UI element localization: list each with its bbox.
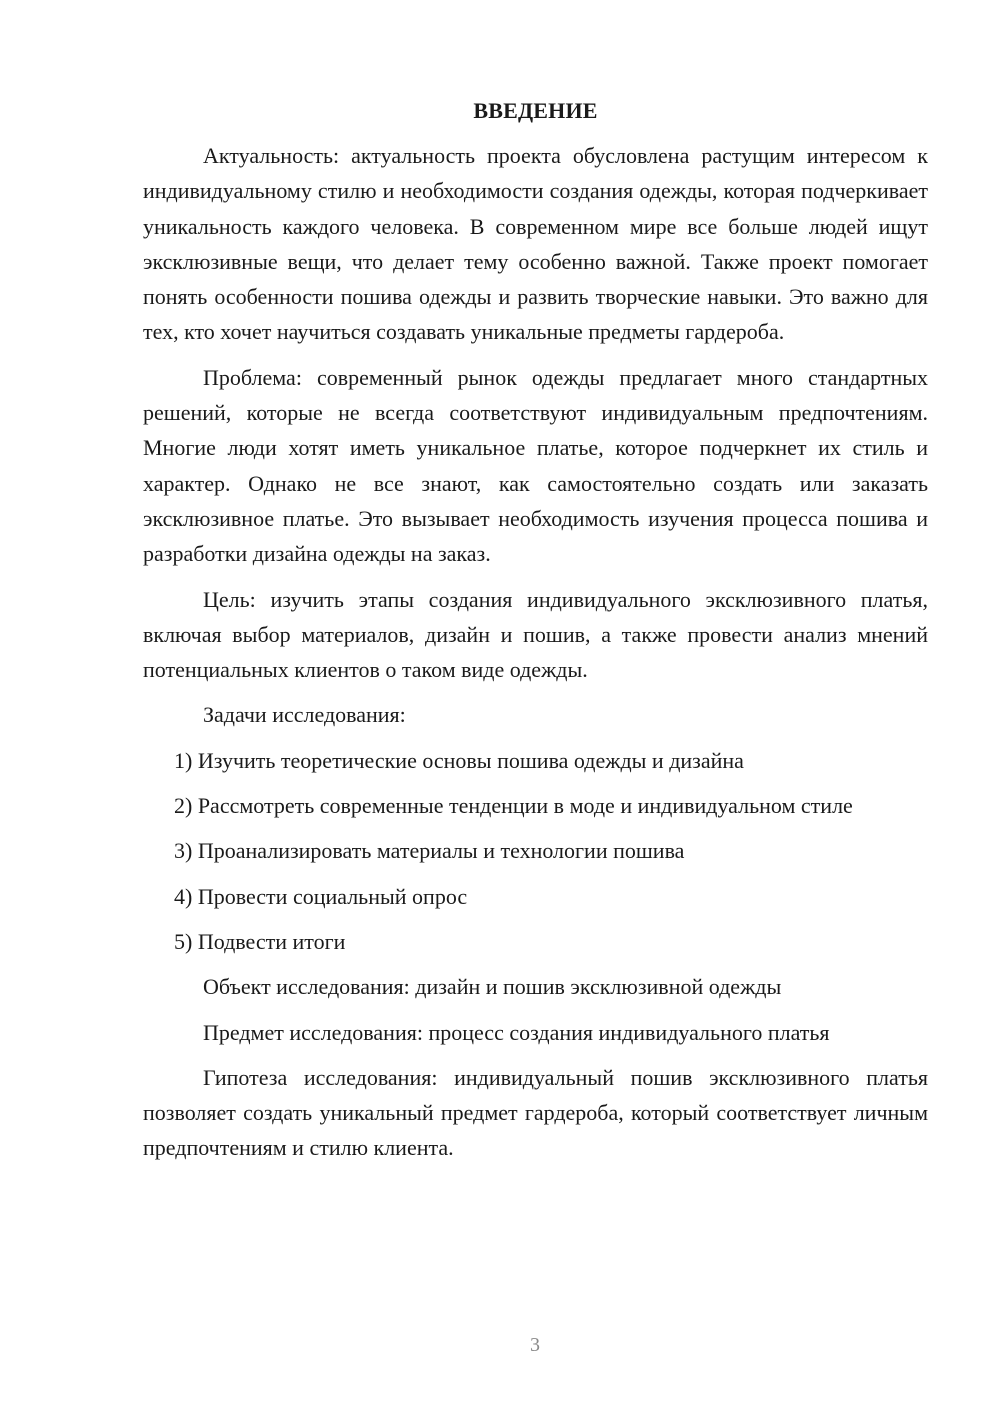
page-number: 3 [530, 1334, 540, 1356]
task-item-1: 1) Изучить теоретические основы пошива одежды и дизайна [174, 747, 744, 773]
task-item-3: 3) Проанализировать материалы и технологии пошива [174, 838, 685, 864]
problem-paragraph: Проблема: современный рынок одежды предлагает много стандартных решений, которые не всегда соответствуют индивидуальным предпочтениям. Многие люди хотят иметь уникальное платье, которое подчеркнет их стиль и характер. Однако не все знают, как самостоятельно создать или заказать эксклюзивное платье. Это вызывает необходимость изучения процесса пошива и разработки дизайна одежды на заказ. [143, 364, 928, 567]
relevance-paragraph: Актуальность: актуальность проекта обусловлена растущим интересом к индивидуальному стилю и необходимости создания одежды, которая подчеркивает уникальность каждого человека. В современном мире все больше людей ищут эксклюзивные вещи, что делает тему особенно важной. Также проект помогает понять особенности пошива одежды и развить творческие навыки. Это важно для тех, кто хочет научиться создавать уникальные предметы гардероба. [143, 143, 928, 345]
task-item-4: 4) Провести социальный опрос [174, 883, 468, 909]
task-item-2: 2) Рассмотреть современные тенденции в моде и индивидуальном стиле [174, 793, 853, 819]
object-paragraph: Объект исследования: дизайн и пошив эксклюзивной одежды [203, 974, 782, 1000]
goal-paragraph: Цель: изучить этапы создания индивидуального эксклюзивного платья, включая выбор материалов, дизайн и пошив, а также провести анализ мнений потенциальных клиентов о таком виде одежды. [143, 586, 928, 683]
section-title: ВВЕДЕНИЕ [473, 98, 598, 123]
page-content [143, 96, 928, 1176]
task-item-5: 5) Подвести итоги [174, 928, 346, 954]
subject-paragraph: Предмет исследования: процесс создания индивидуального платья [203, 1019, 830, 1045]
tasks-heading: Задачи исследования: [203, 702, 406, 728]
hypothesis-paragraph: Гипотеза исследования: индивидуальный пошив эксклюзивного платья позволяет создать уникальный предмет гардероба, который соответствует личным предпочтениям и стилю клиента. [143, 1064, 928, 1161]
